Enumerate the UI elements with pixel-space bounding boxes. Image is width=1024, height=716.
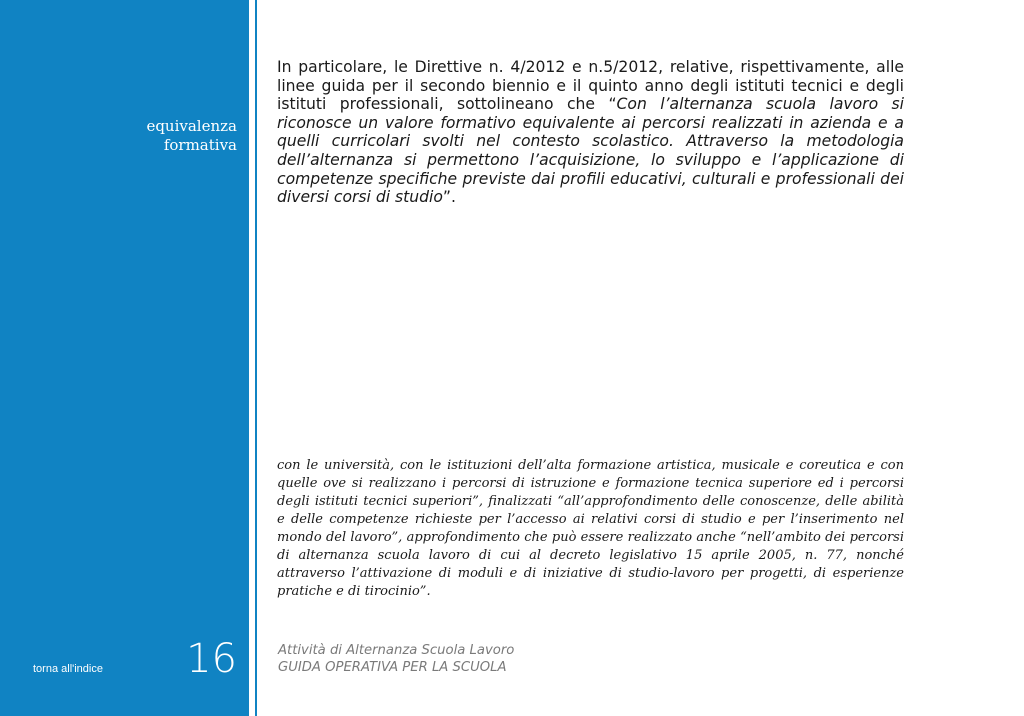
paragraph-quote: Con l’alternanza scuola lavoro si riconosce un valore formativo equivalente ai percorsi realizzati in azienda e a quelli curricolari svolti nel contesto scolastico. Attraverso la metodologia dell’alternanza si permettono l’acquisizione, lo sviluppo e l’applicazione di competenze specifiche previste dai profili educativi, culturali e professionali dei diversi corsi di studio — [277, 95, 904, 207]
footer — [278, 642, 514, 676]
sidebar — [0, 0, 249, 716]
paragraph-end: ”. — [442, 188, 456, 207]
footer-title: Attività di Alternanza Scuola Lavoro — [278, 643, 515, 658]
vertical-divider — [255, 0, 257, 716]
main-paragraph — [277, 58, 904, 207]
page-number: 16 — [186, 636, 237, 682]
section-label-line1: equivalenza — [146, 117, 237, 135]
back-to-index-link[interactable]: torna all'indice — [33, 663, 103, 675]
paragraph-intro: In particolare, le Direttive n. 4/2012 e n.5/2012, relative, rispettivamente, alle linee guida per il secondo biennio e il quinto anno degli istituti tecnici e degli istituti professionali, sottolineano che “ — [277, 58, 904, 114]
footer-subtitle: GUIDA OPERATIVA PER LA SCUOLA — [278, 660, 507, 675]
section-label — [7, 117, 237, 155]
section-label-line2: formativa — [163, 136, 237, 154]
quote-block: con le università, con le istituzioni dell’alta formazione artistica, musicale e coreutica e con quelle ove si realizzano i percorsi di istruzione e formazione tecnica superiore ed i percorsi degli istituti tecnici superiori”, finalizzati “all’approfondimento delle conoscenze, delle abilità e delle competenze richieste per l’accesso ai relativi corsi di studio e per l’inserimento nel mondo del lavoro”, approfondimento che può essere realizzato anche “nell’ambito dei percorsi di alternanza scuola lavoro di cui al decreto legislativo 15 aprile 2005, n. 77, nonché attraverso l’attivazione di moduli e di iniziative di studio-lavoro per progetti, di esperienze pratiche e di tirocinio”. — [277, 458, 904, 599]
